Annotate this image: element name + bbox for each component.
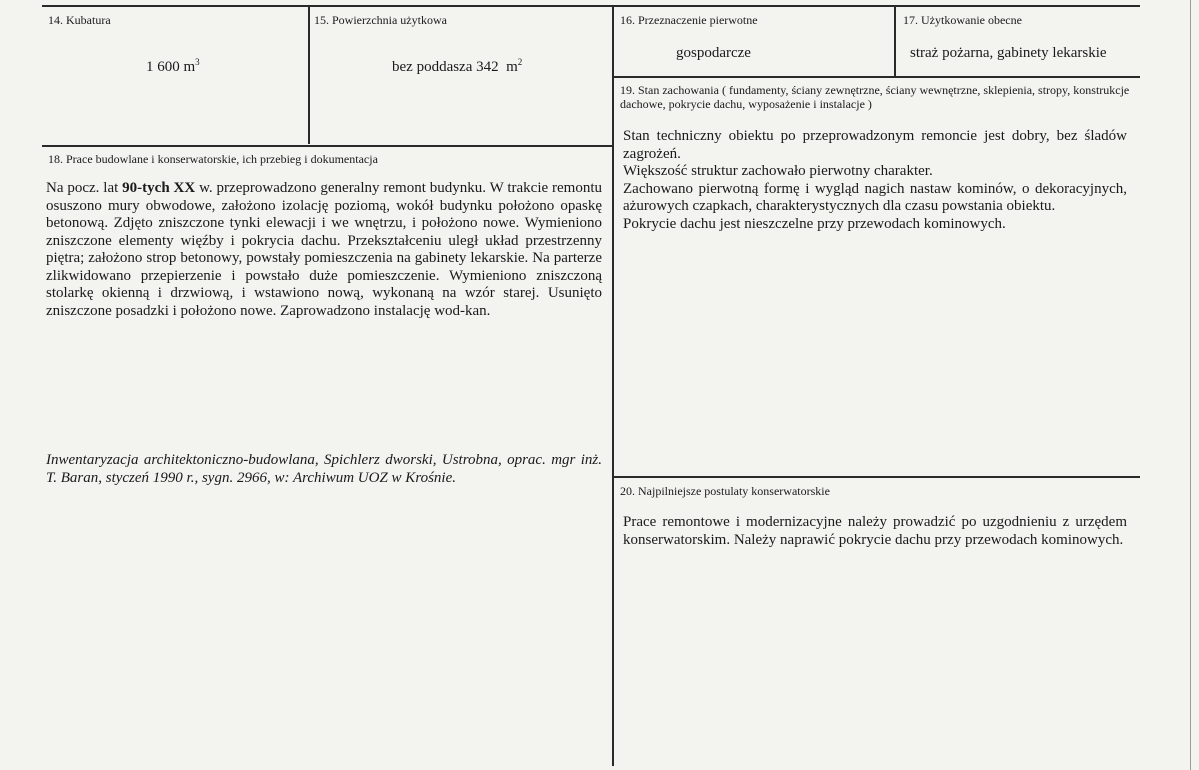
divider-main: [612, 6, 614, 766]
field-18-text: [46, 180, 602, 320]
field-18-label: 18. Prace budowlane i konserwatorskie, ich przebieg i dokumentacja: [48, 152, 378, 166]
field-18-paragraph: [46, 180, 602, 320]
field-18-reference: Inwentaryzacja architektoniczno-budowlana, Spichlerz dworski, Ustrobna, oprac. mgr inż. T. Baran, styczeń 1990 r., sygn. 2966, w: Archiwum UOZ w Krośnie.: [46, 452, 602, 486]
field-20-text: Prace remontowe i modernizacyjne należy prowadzić po uzgodnieniu z urzędem konserwatorskim. Należy naprawić pokrycie dachu przy przewodach kominowych.: [623, 514, 1127, 548]
field-14-value-text: 1 600 m: [146, 59, 196, 75]
field-16-value: gospodarcze: [676, 45, 751, 61]
rule-above-18: [42, 145, 612, 147]
divider-16-17: [894, 6, 896, 76]
field-15-value-sup: 2: [517, 57, 523, 67]
rule-under-16-17: [613, 76, 1140, 78]
rule-above-20: [613, 476, 1140, 478]
field-14-value-sup: 3: [195, 57, 200, 67]
top-rule: [42, 5, 1140, 7]
field-19-paragraph: Zachowano pierwotną formę i wygląd nagich nastaw kominów, o dekoracyjnych, ażurowych czapkach, charakterystycznych dla czasu powstania obiektu.: [623, 180, 1127, 214]
field-20-label: 20. Najpilniejsze postulaty konserwatorskie: [620, 484, 830, 498]
field-17-value: straż pożarna, gabinety lekarskie: [910, 45, 1107, 61]
field-19-paragraph: Większość struktur zachowało pierwotny charakter.: [623, 163, 933, 179]
field-19-paragraph: Stan techniczny obiektu po przeprowadzonym remoncie jest dobry, bez śladów zagrożeń.: [623, 128, 1127, 162]
field-16-label: 16. Przeznaczenie pierwotne: [620, 13, 758, 27]
right-page-edge: [1190, 0, 1191, 770]
field-17-label: 17. Użytkowanie obecne: [903, 13, 1022, 27]
field-19-paragraph: Pokrycie dachu jest nieszczelne przy przewodach kominowych.: [623, 215, 1006, 232]
field-15-value-text: bez poddasza 342 m: [392, 59, 518, 75]
field-18-text-pre: Na pocz. lat: [46, 180, 123, 196]
field-14-value: [146, 58, 200, 76]
field-14-label: 14. Kubatura: [48, 13, 111, 27]
field-15-label: 15. Powierzchnia użytkowa: [314, 13, 447, 27]
divider-14-15: [308, 6, 310, 144]
field-19-label: 19. Stan zachowania ( fundamenty, ściany zewnętrzne, ściany wewnętrzne, sklepienia, stropy, konstrukcje dachowe, pokrycie dachu, wyposażenie i instalacje ): [620, 83, 1130, 111]
field-18-text-post: w. przeprowadzono generalny remont budynku. W trakcie remontu osuszono mury obwodowe, założono izolację poziomą, wokół budynku położono opaskę betonową. Zdjęto zniszczone tynki elewacji i we wnętrzu, i położono nowe. Wymieniono zniszczone elementy więźby i pokrycia dachu. Przekształceniu uległ układ przestrzenny piętra; założono strop betonowy, powstały pomieszczenia na gabinety lekarskie. Na parterze zlikwidowano przepierzenie i powstało duże pomieszczenie. Wymieniono zniszczoną stolarkę okienną i drzwiową, i wstawiono nową, wykonaną na wzór starej. Usunięto zniszczone posadzki i położono nowe. Zaprowadzono instalację wod-kan.: [46, 180, 603, 319]
field-18-text-bold: 90-tych XX: [122, 180, 196, 196]
field-19-text: [623, 128, 1127, 233]
field-15-value: [392, 58, 522, 76]
